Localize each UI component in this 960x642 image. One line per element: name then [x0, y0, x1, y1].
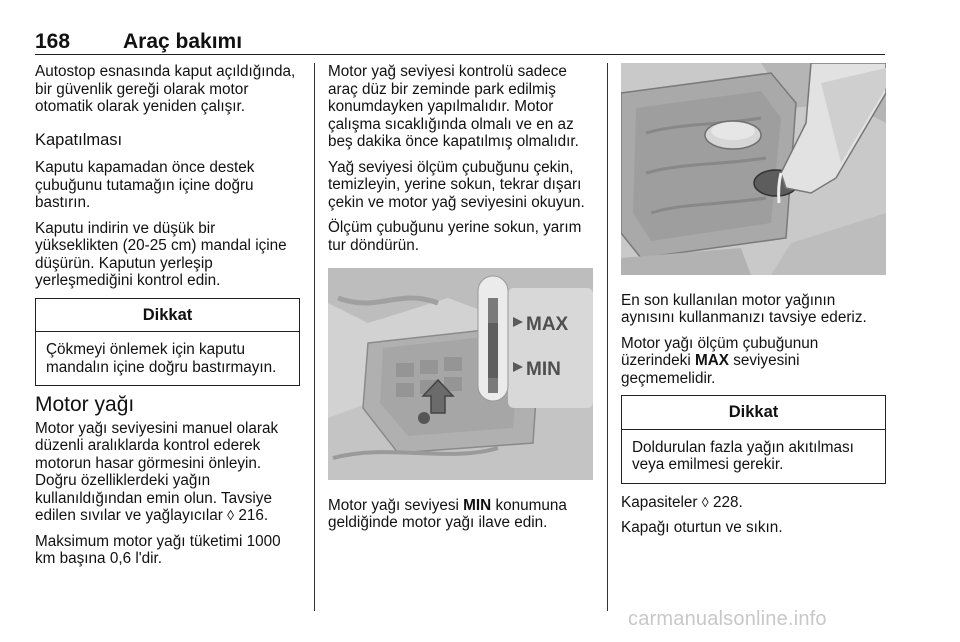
- closing-paragraph-1: Kaputu kapamadan önce destek çubuğunu tutamağın içine doğru bastırın.: [35, 159, 255, 211]
- closing-paragraph-2: Kaputu indirin ve düşük bir yükseklikten (20-25 cm) mandal içine düşürün. Kaputun yerleşip yerleşmediğini kontrol edin.: [35, 219, 287, 289]
- column-middle: [328, 63, 593, 540]
- watermark: carmanualsonline.info: [628, 608, 827, 630]
- oil-filling-illustration: [621, 63, 886, 275]
- oil-paragraph-1-text: Motor yağı seviyesini manuel olarak düzenli aralıklarda kontrol ederek motorun hasar görmesini önleyin. Doğru özelliklerdeki yağın kullanıldığından emin olun. Tavsiye edilen sıvılar ve yağlayıcılar: [35, 419, 279, 524]
- capacity-paragraph: Kapasiteler ◊ 228.: [621, 493, 743, 511]
- notice-body: Doldurulan fazla yağın akıtılması veya emilmesi gerekir.: [632, 438, 854, 473]
- column-left: [35, 63, 300, 576]
- closing-heading: Kapatılması: [35, 130, 123, 149]
- cap-paragraph: Kapağı oturtun ve sıkın.: [621, 519, 783, 536]
- check-paragraph-3: Ölçüm çubuğunu yerine sokun, yarım tur döndürün.: [328, 219, 582, 254]
- notice-title: Dikkat: [36, 299, 299, 333]
- max-label: MAX: [526, 314, 569, 335]
- chapter-title: Araç bakımı: [123, 30, 243, 53]
- page-ref-link[interactable]: 228.: [712, 493, 743, 511]
- page-ref-link[interactable]: 216: [238, 507, 264, 524]
- dipstick-illustration: [328, 268, 593, 480]
- min-emphasis: MIN: [463, 496, 492, 514]
- max-paragraph: Motor yağı ölçüm çubuğunun üzerindeki MAX seviyesini geçmemelidir.: [621, 334, 819, 387]
- column-divider: [314, 63, 315, 611]
- notice-title: Dikkat: [622, 396, 885, 430]
- notice-box: [35, 298, 300, 387]
- section-title-motor-oil: Motor yağı: [35, 393, 135, 416]
- check-paragraph-2: Yağ seviyesi ölçüm çubuğunu çekin, temizleyin, yerine sokun, tekrar dışarı çekin ve motor yağ seviyesini okuyun.: [328, 158, 585, 211]
- oil-paragraph-2: Maksimum motor yağı tüketimi 1000 km başına 0,6 l'dir.: [35, 532, 281, 567]
- page-header: [35, 30, 885, 55]
- notice-body: Çökmeyi önlemek için kaputu mandalın içine doğru bastırmayın.: [46, 341, 277, 376]
- column-divider: [607, 63, 608, 611]
- intro-paragraph: Autostop esnasında kaput açıldığında, bir güvenlik gereği olarak motor otomatik olarak yeniden çalışır.: [35, 63, 296, 115]
- check-paragraph-1: Motor yağ seviyesi kontrolü sadece araç düz bir zeminde park edilmiş konumdayken yapılmalıdır. Motor çalışma sıcaklığında olmalı ve en az beş dakika önce kapatılmış olmalıdır.: [328, 63, 579, 150]
- oil-paragraph-1: Motor yağı seviyesini manuel olarak düzenli aralıklarda kontrol ederek motorun hasar görmesini önleyin. Doğru özelliklerdeki yağın kullanıldığından emin olun. Tavsiye edilen sıvılar ve yağlayıcılar ◊ 216.: [35, 419, 279, 524]
- page-number: 168: [35, 30, 71, 53]
- min-label: MIN: [526, 359, 561, 380]
- notice-box: [621, 395, 886, 484]
- column-right: [621, 63, 886, 545]
- min-paragraph: Motor yağı seviyesi MIN konumuna geldiğinde motor yağı ilave edin.: [328, 496, 567, 531]
- page-ref-icon: ◊: [701, 493, 709, 510]
- page-ref-icon: ◊: [227, 507, 235, 523]
- recommendation-paragraph: En son kullanılan motor yağının aynısını kullanmanızı tavsiye ederiz.: [621, 291, 867, 326]
- max-emphasis: MAX: [694, 352, 729, 369]
